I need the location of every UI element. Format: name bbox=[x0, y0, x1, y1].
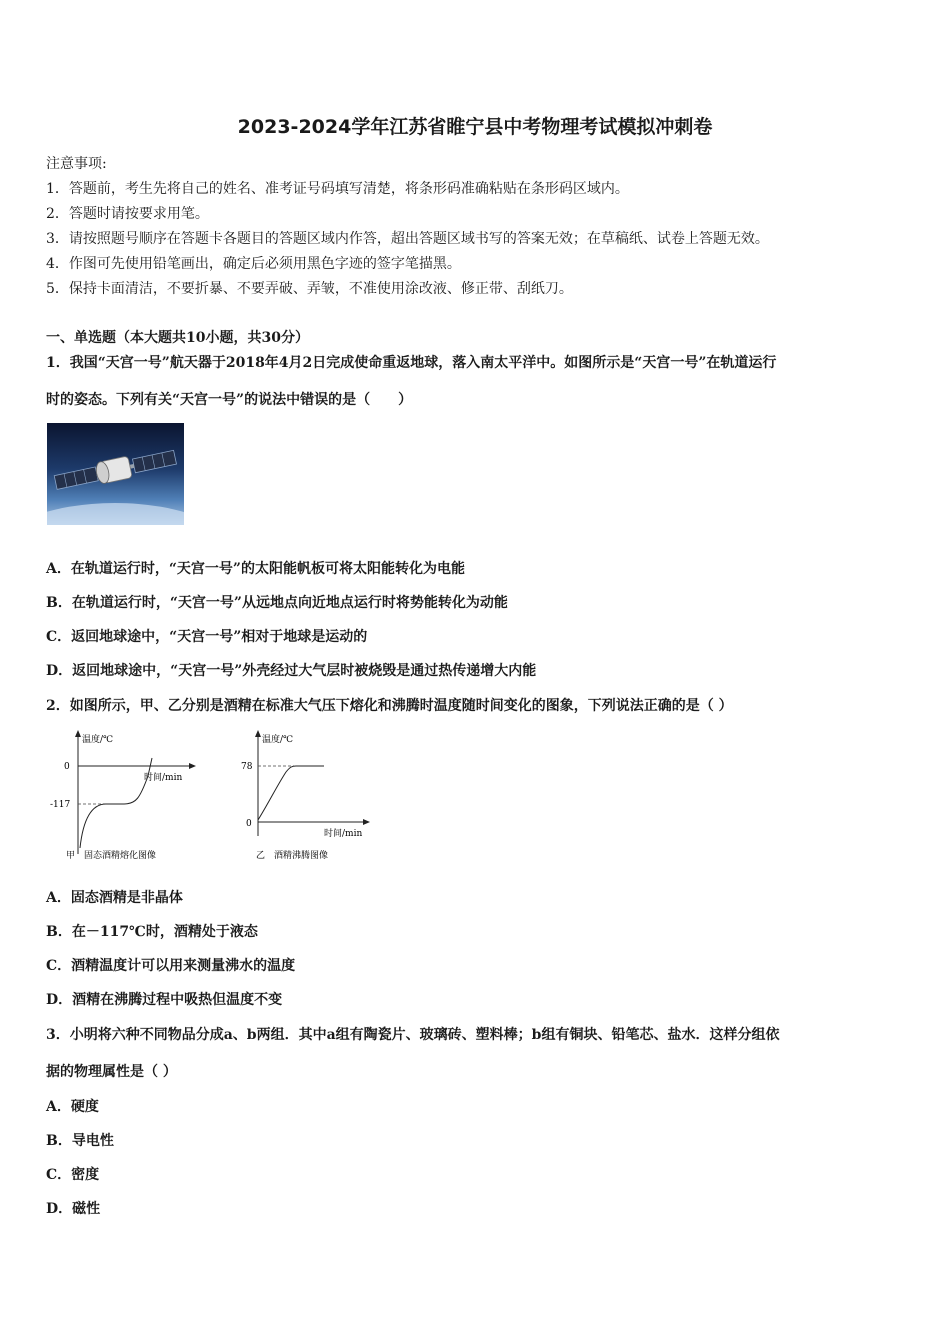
q3-option-c: C．密度 bbox=[46, 1167, 100, 1183]
notice-item: 5．保持卡面清洁，不要折暴、不要弄破、弄皱，不准使用涂改液、修正带、刮纸刀。 bbox=[46, 281, 573, 297]
q2-option-a: A．固态酒精是非晶体 bbox=[46, 890, 183, 906]
space-station-photo bbox=[47, 423, 184, 525]
xlabel: 时间/min bbox=[324, 829, 363, 839]
tick-zero: 0 bbox=[64, 762, 70, 772]
q2-option-c: C．酒精温度计可以用来测量沸水的温度 bbox=[46, 958, 296, 974]
tick-value: 78 bbox=[241, 762, 253, 772]
q3-stem-line2: 据的物理属性是（ ） bbox=[46, 1064, 177, 1080]
y-axis-arrow bbox=[75, 730, 81, 737]
notice-item: 2．答题时请按要求用笔。 bbox=[46, 206, 209, 222]
q2-stem: 2．如图所示，甲、乙分别是酒精在标准大气压下熔化和沸腾时温度随时间变化的图象，下列说法正确的是（ ） bbox=[46, 698, 733, 714]
page-title: 2023-2024学年江苏省睢宁县中考物理考试模拟冲刺卷 bbox=[237, 116, 713, 138]
section-heading: 一、单选题（本大题共10小题，共30分） bbox=[46, 330, 309, 346]
xlabel: 时间/min bbox=[144, 773, 183, 783]
q1-stem-line1: 1．我国“天宫一号”航天器于2018年4月2日完成使命重返地球，落入南太平洋中。如图所示是“天宫一号”在轨道运行 bbox=[46, 355, 777, 371]
x-axis-arrow bbox=[363, 819, 370, 825]
notice-item: 1．答题前，考生先将自己的姓名、准考证号码填写清楚，将条形码准确粘贴在条形码区域内。 bbox=[46, 181, 629, 197]
q1-option-b: B．在轨道运行时，“天宫一号”从远地点向近地点运行时将势能转化为动能 bbox=[46, 595, 508, 611]
notice-item: 4．作图可先使用铅笔画出，确定后必须用黑色字迹的签字笔描黑。 bbox=[46, 256, 461, 272]
notice-item: 3．请按照题号顺序在答题卡各题目的答题区域内作答，超出答题区域书写的答案无效；在草稿纸、试卷上答题无效。 bbox=[46, 231, 769, 247]
ylabel: 温度/℃ bbox=[262, 735, 294, 745]
caption: 乙 酒精沸腾图像 bbox=[256, 851, 329, 861]
melting-graph bbox=[44, 726, 204, 866]
q1-option-c: C．返回地球途中，“天宫一号”相对于地球是运动的 bbox=[46, 629, 368, 645]
tick-value: -117 bbox=[50, 800, 71, 810]
caption: 甲 固态酒精熔化图像 bbox=[66, 851, 157, 861]
q1-option-a: A．在轨道运行时，“天宫一号”的太阳能帆板可将太阳能转化为电能 bbox=[46, 561, 465, 577]
boiling-graph bbox=[232, 726, 382, 866]
x-axis-arrow bbox=[189, 763, 196, 769]
q1-option-d: D．返回地球途中，“天宫一号”外壳经过大气层时被烧毁是通过热传递增大内能 bbox=[46, 663, 537, 679]
q3-option-b: B．导电性 bbox=[46, 1133, 114, 1149]
notice-heading: 注意事项: bbox=[46, 156, 107, 172]
q2-option-b: B．在－117℃时，酒精处于液态 bbox=[46, 924, 258, 940]
q3-stem-line1: 3．小明将六种不同物品分成a、b两组．其中a组有陶瓷片、玻璃砖、塑料棒；b组有铜块、铅笔芯、盐水．这样分组依 bbox=[46, 1027, 780, 1043]
ylabel: 温度/℃ bbox=[82, 735, 114, 745]
curve bbox=[80, 758, 152, 848]
tick-zero: 0 bbox=[246, 819, 252, 829]
q3-option-a: A．硬度 bbox=[46, 1099, 99, 1115]
curve bbox=[258, 766, 324, 820]
y-axis-arrow bbox=[255, 730, 261, 737]
q3-option-d: D．磁性 bbox=[46, 1201, 101, 1217]
q1-stem-line2: 时的姿态。下列有关“天宫一号”的说法中错误的是（ ） bbox=[46, 392, 413, 408]
q2-option-d: D．酒精在沸腾过程中吸热但温度不变 bbox=[46, 992, 283, 1008]
